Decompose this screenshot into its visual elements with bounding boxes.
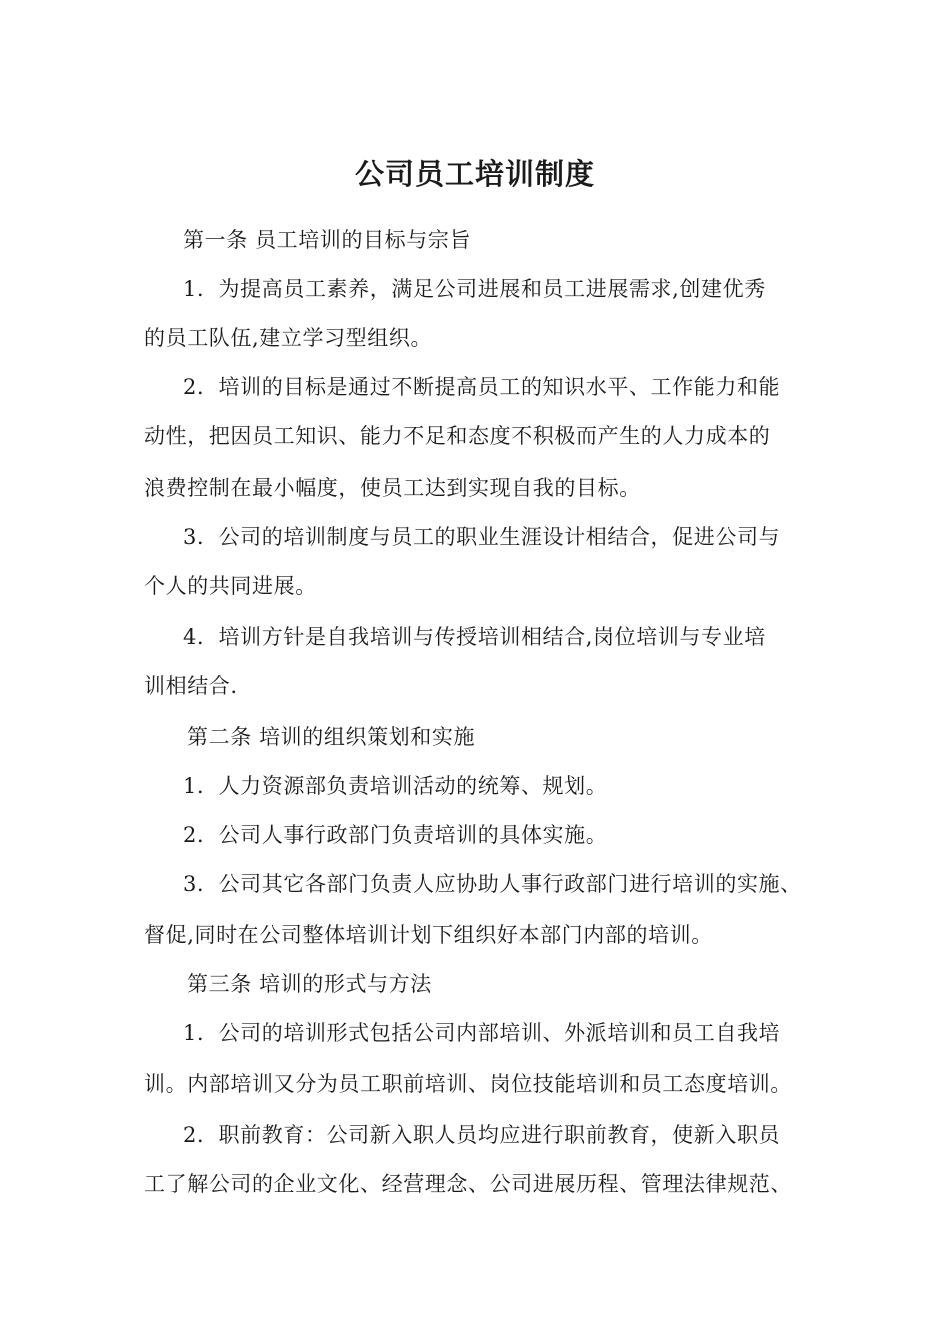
document-title: 公司员工培训制度	[354, 157, 595, 191]
paragraph-line: 的员工队伍,建立学习型组织。	[144, 326, 433, 350]
paragraph-line: 督促,同时在公司整体培训计划下组织好本部门内部的培训。	[144, 923, 713, 947]
paragraph-line: 1．为提高员工素养，满足公司进展和员工进展需求,创建优秀	[183, 277, 766, 301]
paragraph-line: 3．公司的培训制度与员工的职业生涯设计相结合，促进公司与	[183, 525, 781, 549]
paragraph-line: 浪费控制在最小幅度，使员工达到实现自我的目标。	[144, 476, 641, 500]
paragraph-line: 2．职前教育：公司新入职人员均应进行职前教育，使新入职员	[183, 1123, 781, 1147]
paragraph-line: 训相结合.	[144, 674, 238, 698]
article-2-heading: 第二条 培训的组织策划和实施	[187, 725, 476, 749]
article-3-heading: 第三条 培训的形式与方法	[187, 972, 432, 996]
paragraph-line: 1．人力资源部负责培训活动的统筹、规划。	[183, 774, 608, 798]
paragraph-line: 工了解公司的企业文化、经营理念、公司进展历程、管理法律规范、	[144, 1172, 792, 1196]
paragraph-line: 3．公司其它各部门负责人应协助人事行政部门进行培训的实施、	[183, 872, 802, 896]
paragraph-line: 2．培训的目标是通过不断提高员工的知识水平、工作能力和能	[183, 375, 781, 399]
paragraph-line: 训。内部培训又分为员工职前培训、岗位技能培训和员工态度培训。	[144, 1072, 792, 1096]
paragraph-line: 2．公司人事行政部门负责培训的具体实施。	[183, 823, 608, 847]
paragraph-line: 1．公司的培训形式包括公司内部培训、外派培训和员工自我培	[183, 1021, 781, 1045]
paragraph-line: 动性，把因员工知识、能力不足和态度不积极而产生的人力成本的	[144, 424, 771, 448]
paragraph-line: 个人的共同进展。	[144, 574, 317, 598]
paragraph-line: 4．培训方针是自我培训与传授培训相结合,岗位培训与专业培	[183, 625, 766, 649]
article-1-heading: 第一条 员工培训的目标与宗旨	[183, 228, 472, 252]
